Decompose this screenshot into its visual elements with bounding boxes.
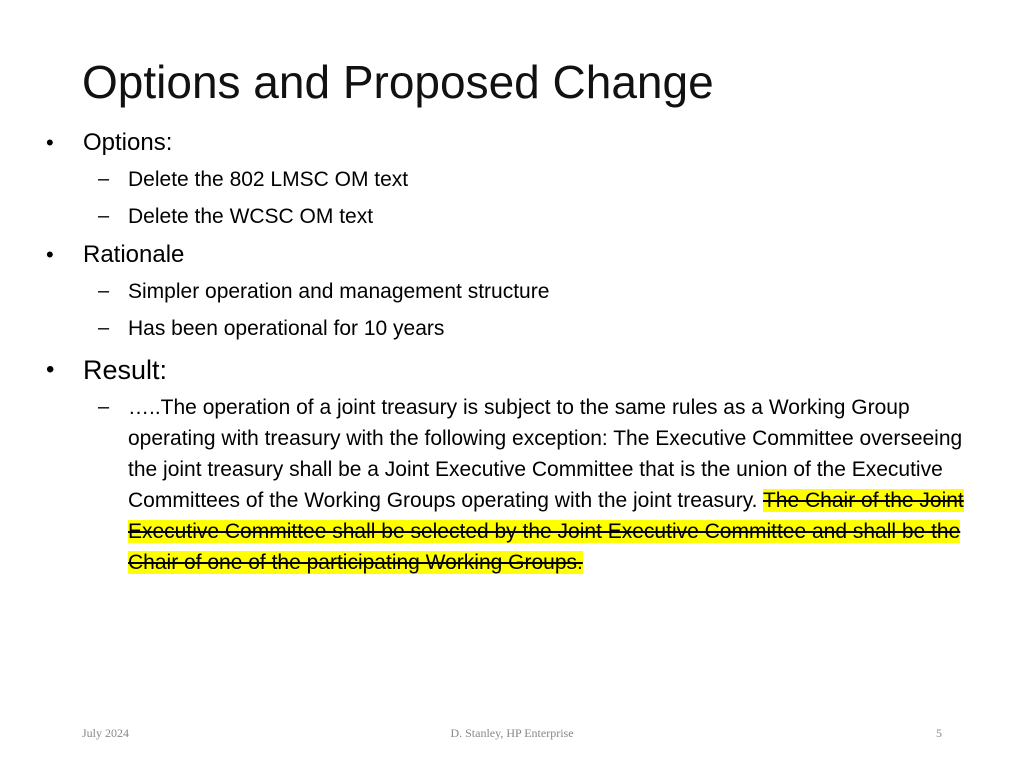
sub-bullet-label: Delete the 802 LMSC OM text: [128, 168, 409, 191]
sub-bullet-label: Has been operational for 10 years: [128, 317, 445, 340]
sub-bullet-operational-years: [46, 313, 1006, 344]
slide-body: [46, 126, 1006, 578]
bullet-rationale: [46, 238, 1006, 272]
result-paragraph: [46, 392, 988, 578]
sub-bullet-delete-wcsc: [46, 201, 1006, 232]
result-text-struck-highlighted: The Chair of the Joint Executive Committee shall be selected by the Joint Executive Committee and shall be the Chair of one of the participating Working Groups.: [128, 489, 964, 574]
dash-icon: –: [98, 280, 110, 302]
sub-bullet-simpler-operation: [46, 276, 1006, 307]
bullet-rationale-label: Rationale: [83, 241, 185, 268]
bullet-options-label: Options:: [83, 129, 173, 156]
bullet-icon: •: [46, 130, 54, 155]
sub-bullet-delete-lmsc: [46, 164, 1006, 195]
footer-date: July 2024: [82, 726, 130, 740]
bullet-icon: •: [46, 356, 55, 383]
sub-bullet-label: Simpler operation and management structure: [128, 280, 550, 303]
slide-title: Options and Proposed Change: [82, 56, 714, 108]
footer-page-number: 5: [936, 726, 942, 740]
dash-icon: –: [98, 396, 110, 418]
bullet-result: [46, 352, 1006, 388]
sub-bullet-label: Delete the WCSC OM text: [128, 205, 374, 228]
dash-icon: –: [98, 317, 110, 339]
dash-icon: –: [98, 168, 110, 190]
bullet-options: [46, 126, 1006, 160]
bullet-icon: •: [46, 242, 54, 267]
footer-author: D. Stanley, HP Enterprise: [450, 726, 574, 740]
dash-icon: –: [98, 205, 110, 227]
result-text-plain: …..The operation of a joint treasury is subject to the same rules as a Working Group operating with treasury with the following exception: The Executive Committee overseeing the joint treasury shall be a Joint Executive Committee that is the union of the Executive Committees of the Working Groups operating with the joint treasury.: [128, 396, 963, 512]
bullet-result-label: Result:: [83, 355, 168, 385]
